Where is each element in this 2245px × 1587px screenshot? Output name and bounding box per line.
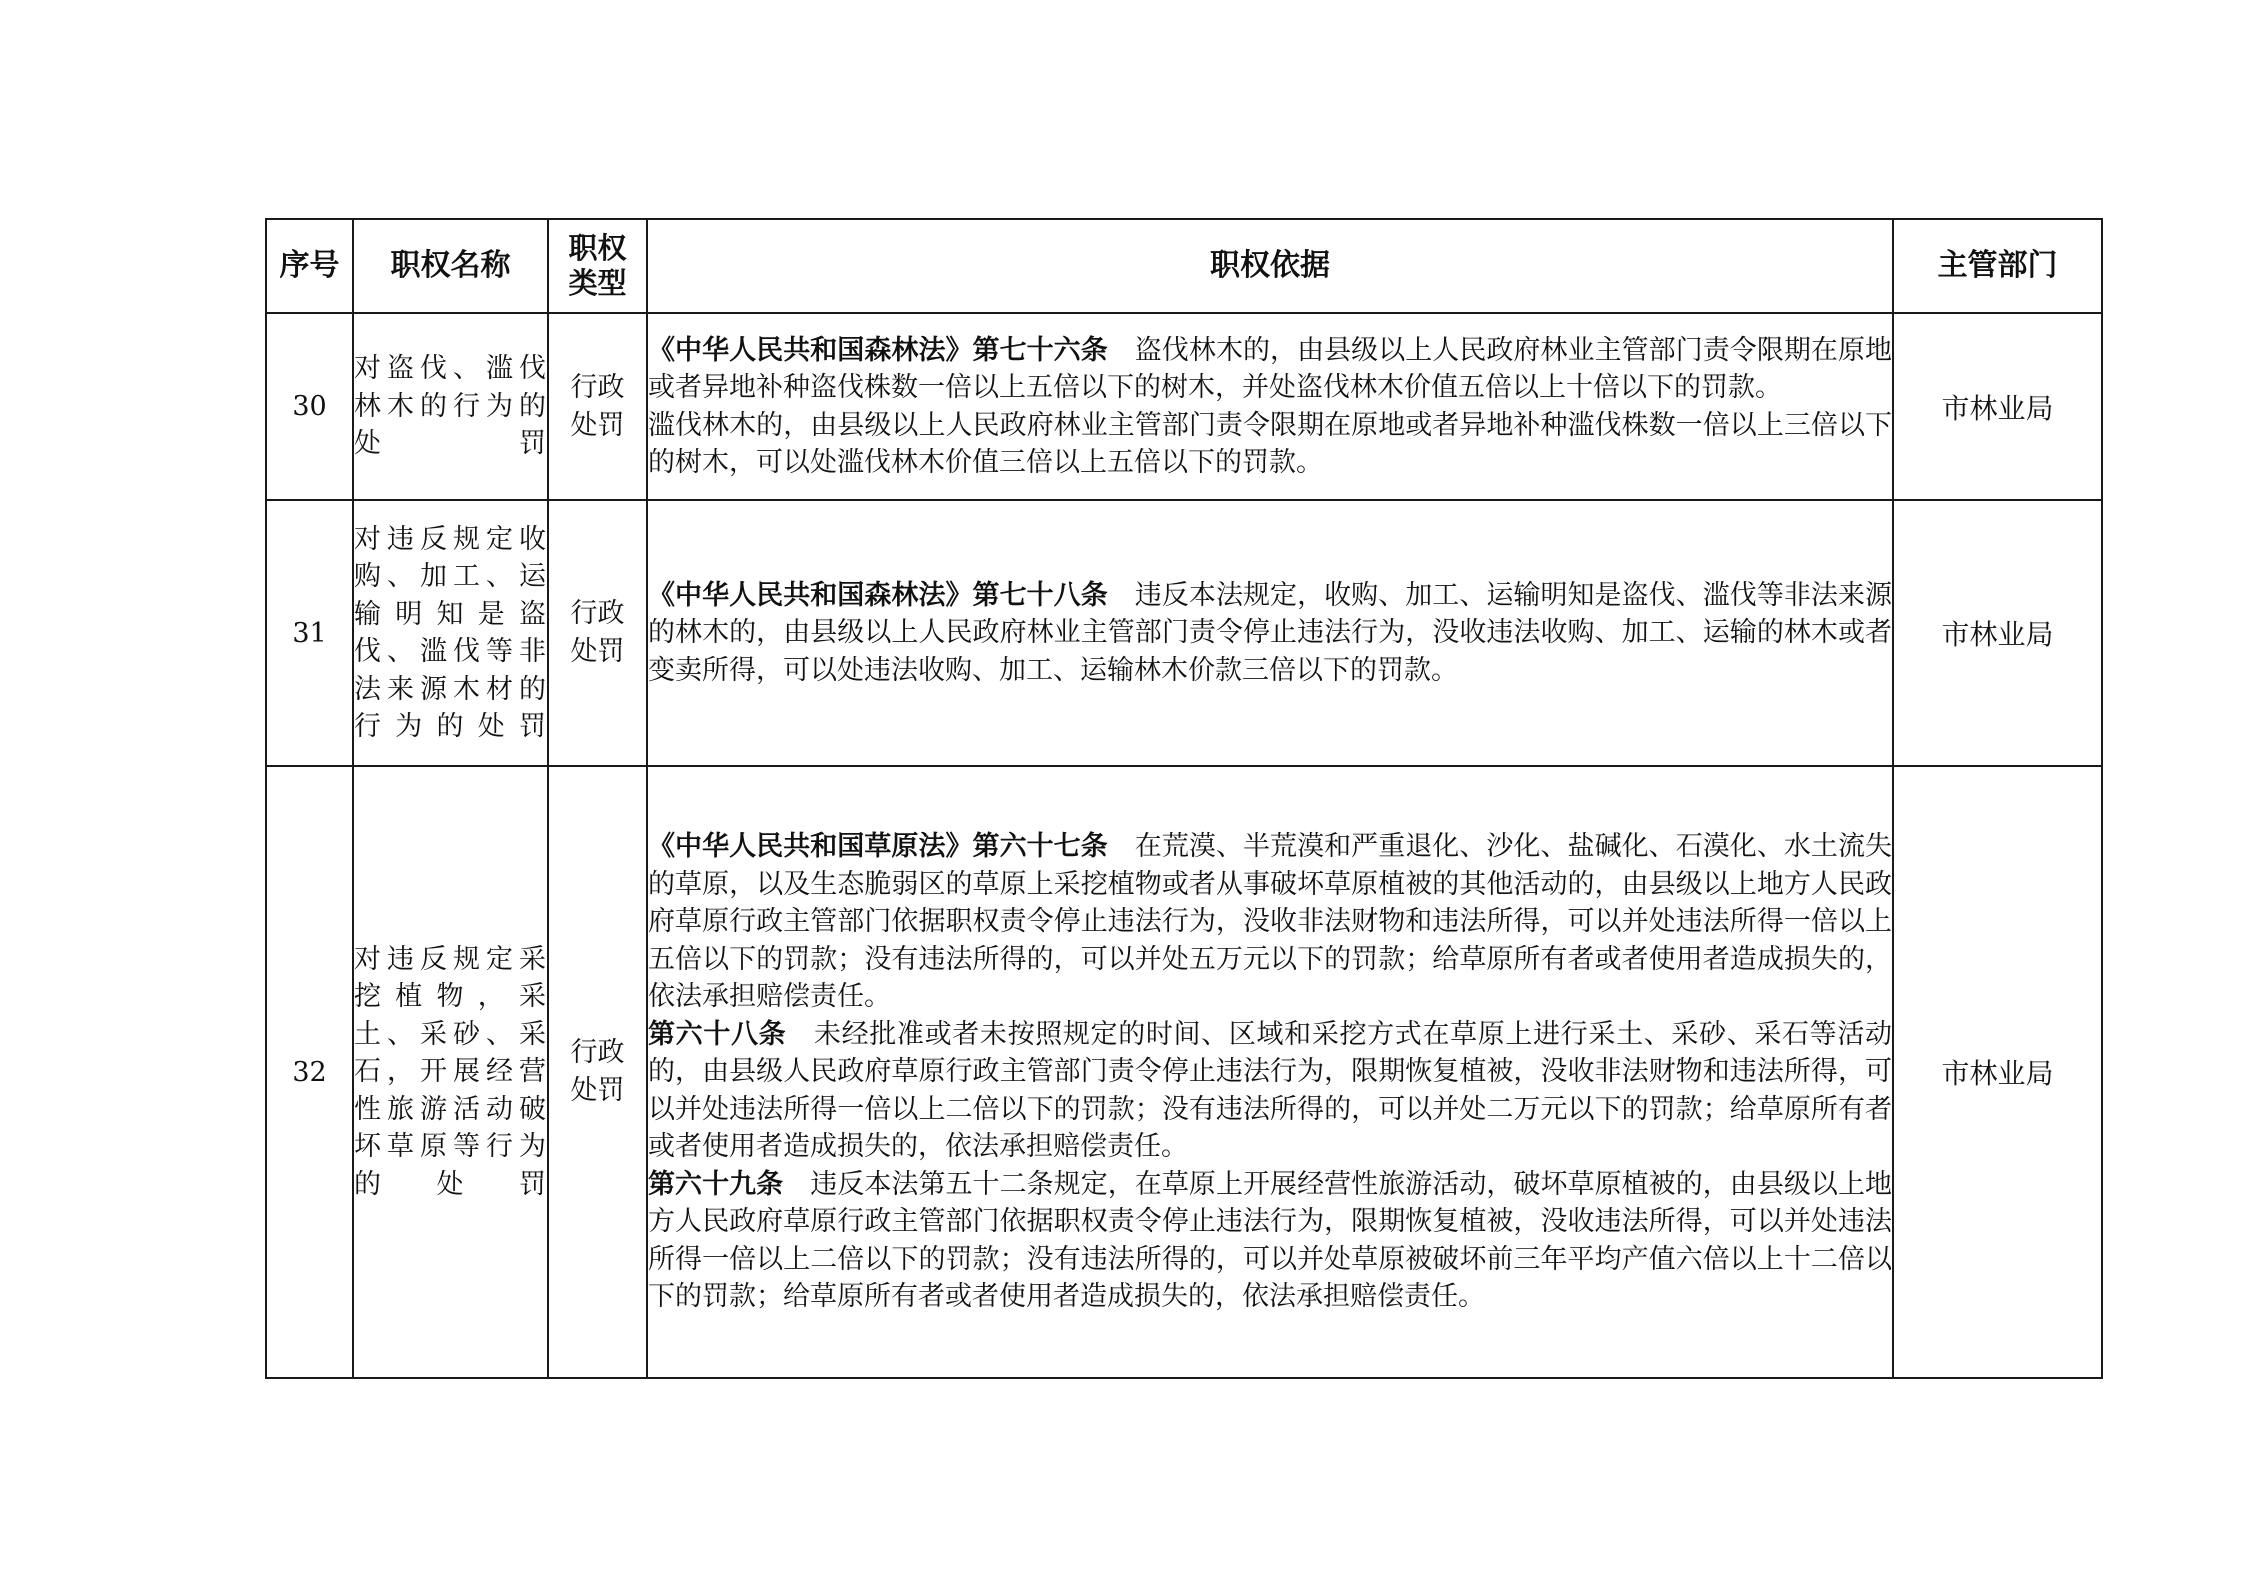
basis-article-text: 滥伐林木的，由县级以上人民政府林业主管部门责令限期在原地或者异地补种滥伐株数一倍以上三倍以下的树木，可以处滥伐林木价值三倍以上五倍以下的罚款。 — [648, 409, 1892, 478]
power-type-line1: 行政 — [570, 598, 625, 629]
power-type-line2: 处罚 — [570, 409, 625, 441]
basis-paragraph — [648, 1166, 1892, 1316]
power-type — [548, 313, 647, 500]
basis-paragraph — [648, 332, 1892, 407]
power-basis — [647, 313, 1893, 500]
basis-paragraph — [648, 1016, 1892, 1166]
basis-article-text: 在荒漠、半荒漠和严重退化、沙化、盐碱化、石漠化、水土流失的草原，以及生态脆弱区的草原上采挖植物或者从事破坏草原植被的其他活动的，由县级以上地方人民政府草原行政主管部门依据职权责令停止违法行为，没收非法财物和违法所得，可以并处违法所得一倍以上五倍以下的罚款；没有违法所得的，可以并处五万元以下的罚款；给草原所有者或者使用者造成损失的，依法承担赔偿责任。 — [648, 831, 1893, 1013]
header-no: 序号 — [266, 219, 353, 313]
power-type-line2: 处罚 — [570, 636, 625, 667]
basis-article-text: 违反本法第五十二条规定，在草原上开展经营性旅游活动，破坏草原植被的，由县级以上地方人民政府草原行政主管部门依据职权责令停止违法行为，限期恢复植被，没收违法所得，可以并处违法所得一倍以上二倍以下的罚款；没有违法所得的，可以并处草原被破坏前三年平均产值六倍以上十二倍以下的罚款；给草原所有者或者使用者造成损失的，依法承担赔偿责任。 — [648, 1168, 1893, 1313]
power-type — [548, 500, 647, 766]
table-row — [266, 313, 2102, 500]
row-number: 30 — [266, 313, 353, 500]
department: 市林业局 — [1893, 500, 2102, 766]
header-basis: 职权依据 — [647, 219, 1893, 313]
power-type-line1: 行政 — [570, 1037, 625, 1068]
department: 市林业局 — [1893, 766, 2102, 1378]
table-row — [266, 766, 2102, 1378]
power-basis — [647, 500, 1893, 766]
power-type-line2: 处罚 — [570, 1075, 625, 1106]
power-name: 对盗伐、滥伐林木的行为的处罚 — [353, 313, 548, 500]
table-row — [266, 500, 2102, 766]
basis-article-title: 第六十九条 — [648, 1168, 784, 1200]
power-basis — [647, 766, 1893, 1378]
basis-article-title: 《中华人民共和国森林法》第七十六条 — [648, 334, 1108, 366]
power-name: 对违反规定收购、加工、运输明知是盗伐、滥伐等非法来源木材的行为的处罚 — [353, 500, 548, 766]
basis-article-title: 《中华人民共和国草原法》第六十七条 — [648, 831, 1108, 863]
header-type — [548, 219, 647, 313]
powers-table — [265, 218, 2103, 1379]
basis-paragraph — [648, 407, 1892, 482]
power-type — [548, 766, 647, 1378]
power-name: 对违反规定采挖植物，采土、采砂、采石，开展经营性旅游活动破坏草原等行为的处罚 — [353, 766, 548, 1378]
basis-article-title: 《中华人民共和国森林法》第七十八条 — [648, 579, 1108, 611]
header-type-line2: 类型 — [568, 266, 627, 300]
header-dept: 主管部门 — [1893, 219, 2102, 313]
header-name: 职权名称 — [353, 219, 548, 313]
basis-article-text: 违反本法规定，收购、加工、运输明知是盗伐、滥伐等非法来源的林木的，由县级以上人民政府林业主管部门责令停止违法行为，没收违法收购、加工、运输的林木或者变卖所得，可以处违法收购、加工、运输林木价款三倍以下的罚款。 — [648, 579, 1893, 686]
row-number: 32 — [266, 766, 353, 1378]
basis-paragraph — [648, 828, 1892, 1016]
power-type-line1: 行政 — [570, 371, 625, 403]
header-type-line1: 职权 — [568, 231, 627, 265]
department: 市林业局 — [1893, 313, 2102, 500]
basis-article-title: 第六十八条 — [648, 1018, 787, 1050]
basis-article-text: 盗伐林木的，由县级以上人民政府林业主管部门责令限期在原地或者异地补种盗伐株数一倍以上五倍以下的树木，并处盗伐林木价值五倍以上十倍以下的罚款。 — [648, 334, 1893, 403]
header-row — [266, 219, 2102, 313]
basis-paragraph — [648, 577, 1892, 690]
row-number: 31 — [266, 500, 353, 766]
basis-article-text: 未经批准或者未按照规定的时间、区域和采挖方式在草原上进行采土、采砂、采石等活动的，由县级人民政府草原行政主管部门责令停止违法行为，限期恢复植被，没收非法财物和违法所得，可以并处违法所得一倍以上二倍以下的罚款；没有违法所得的，可以并处二万元以下的罚款；给草原所有者或者使用者造成损失的，依法承担赔偿责任。 — [648, 1018, 1892, 1163]
